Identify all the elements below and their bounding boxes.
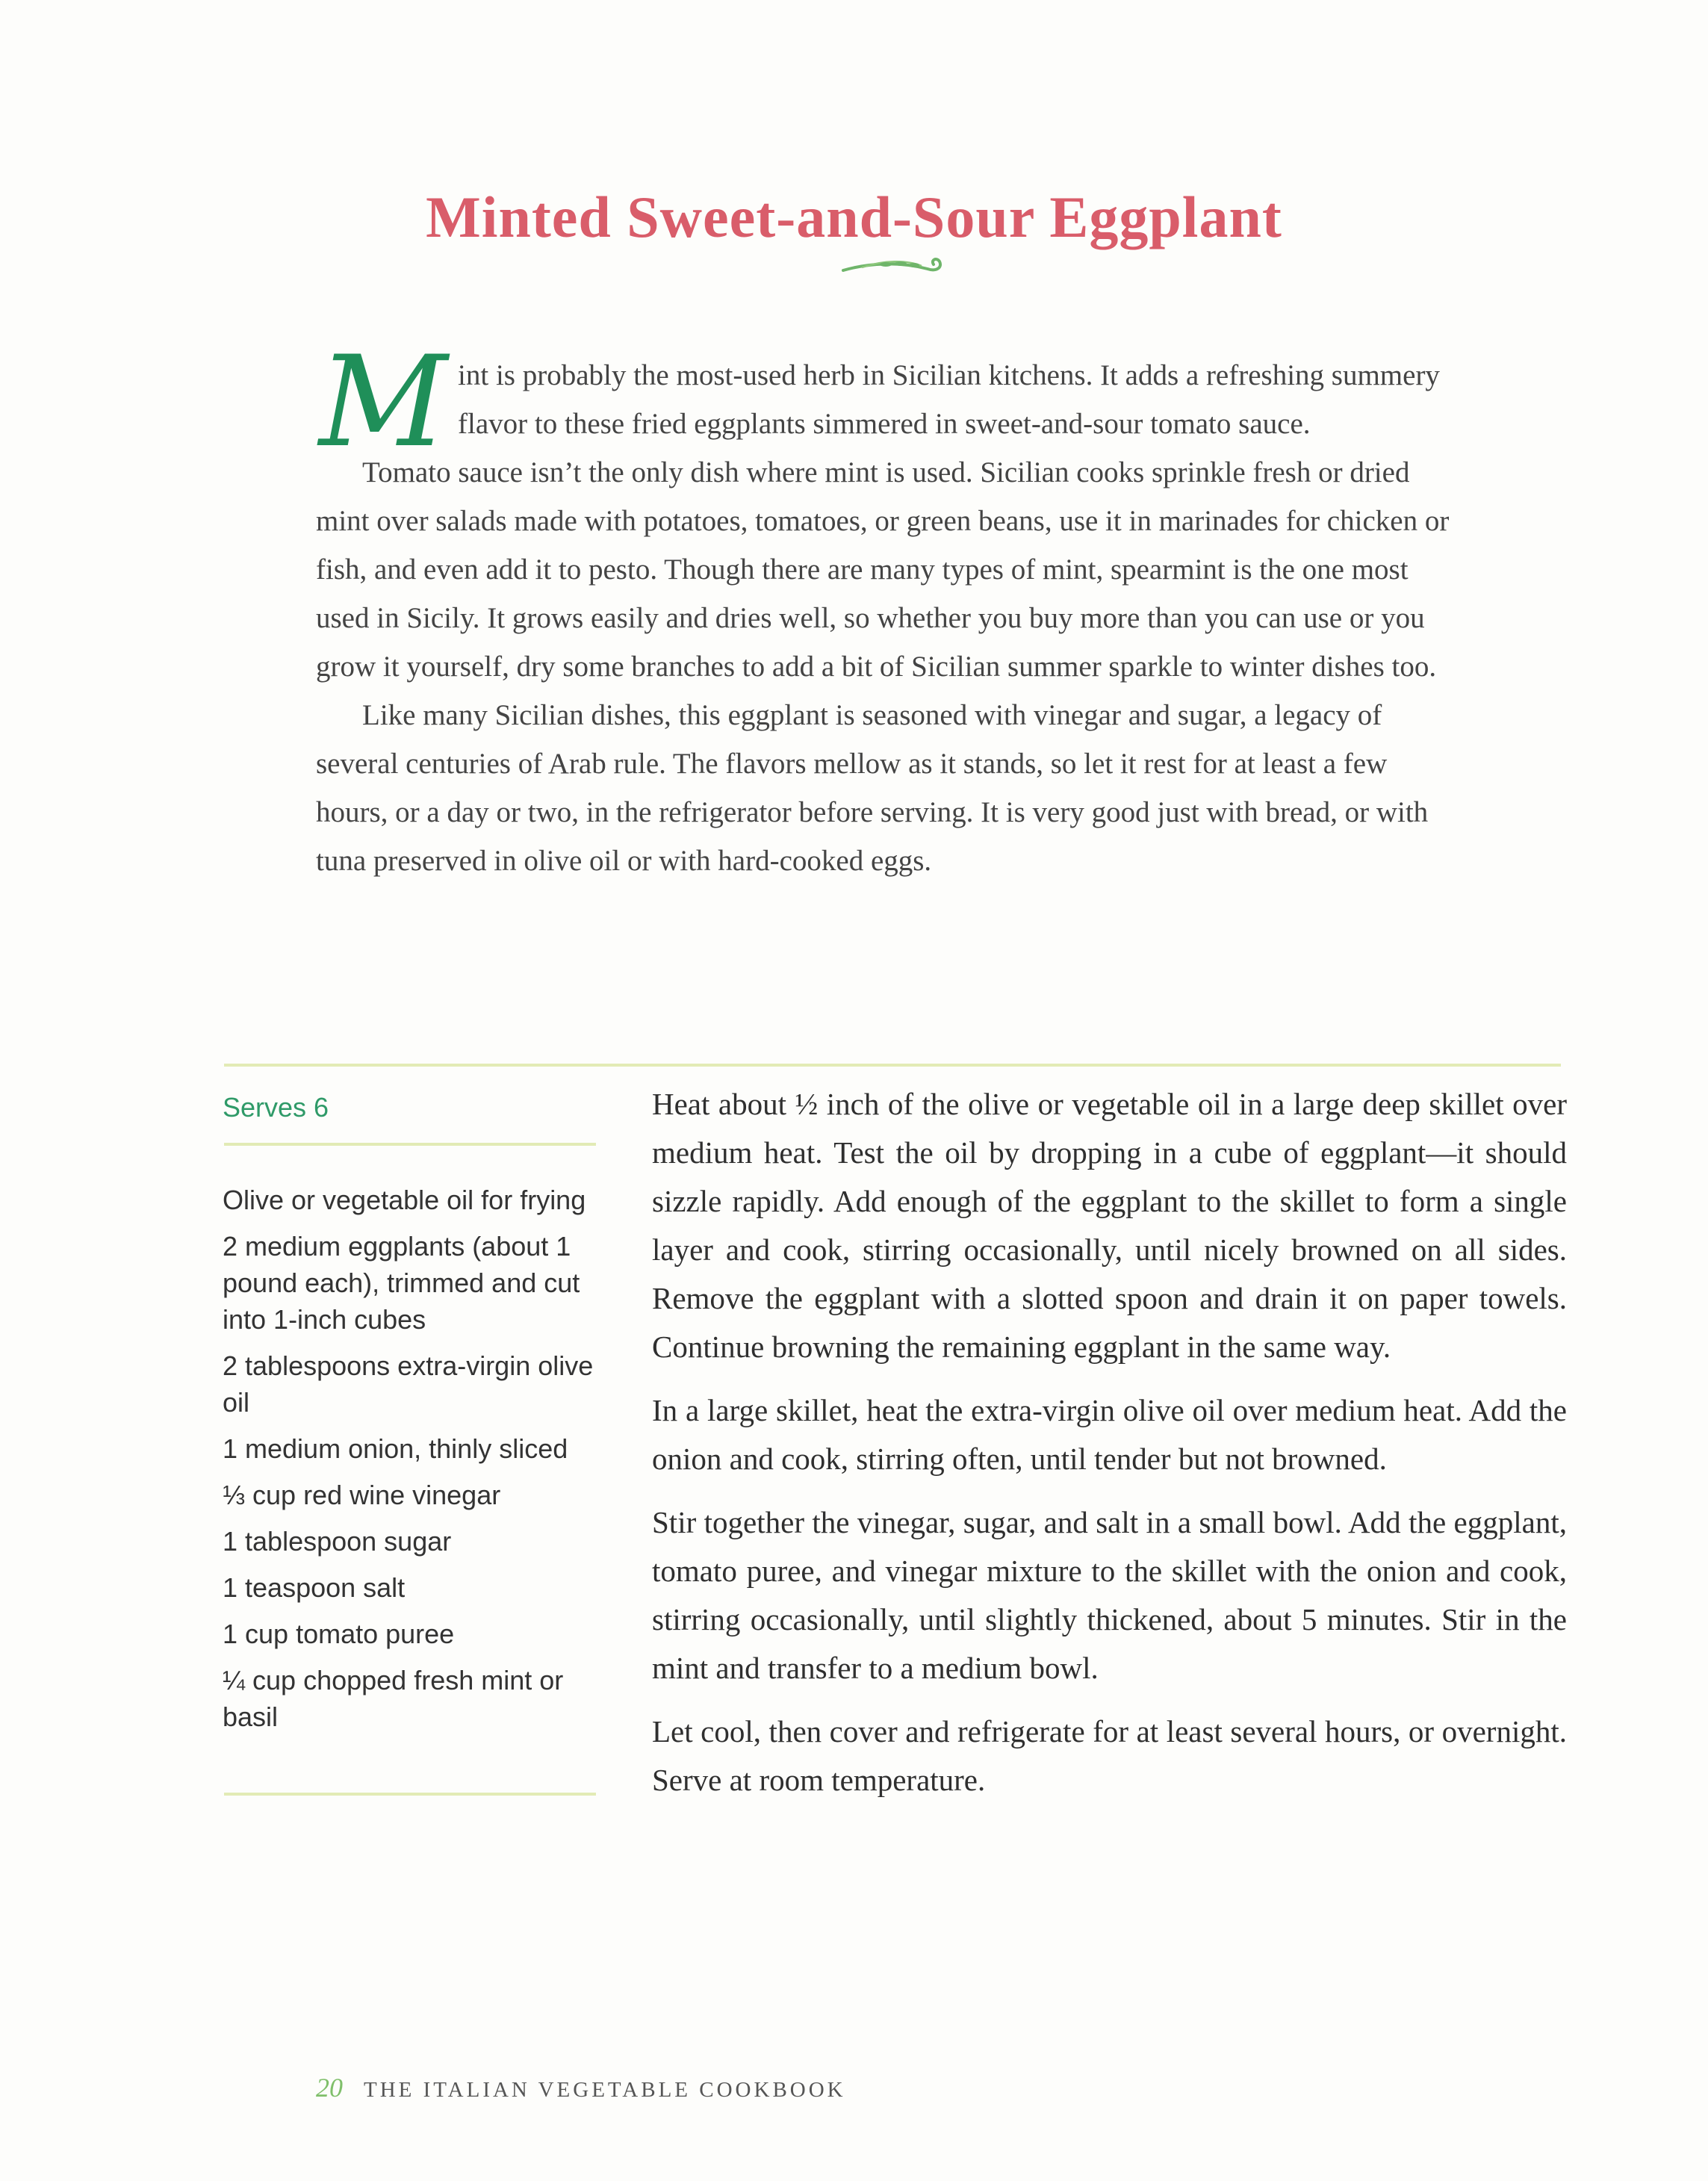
ingredient-item: 2 medium eggplants (about 1 pound each), trimmed and cut into 1-inch cubes (223, 1231, 580, 1335)
drop-cap: M (319, 329, 448, 475)
page-number: 20 (316, 2073, 343, 2103)
intro-paragraph-2: Tomato sauce isn’t the only dish where mint is used. Sicilian cooks sprinkle fresh or dried mint over salads made with potatoes, tomatoes, or green beans, use it in marinades for chicken or fish, and even add it to pesto. Though there are many types of mint, spearmint is the one most used in Sicily. It grows easily and dries well, so whether you buy more than you can use or you grow it yourself, dry some branches to add a bit of Sicilian summer sparkle to winter dishes too. (316, 456, 1450, 683)
intro-paragraph-1 (316, 329, 1466, 475)
ingredient-item: ⅓ cup red wine vinegar (223, 1480, 501, 1510)
direction-step: Let cool, then cover and refrigerate for at least several hours, or overnight. Serve at room temperature. (652, 1714, 1567, 1797)
ingredient-item: 1 cup tomato puree (223, 1619, 455, 1649)
intro-paragraph-1-text: int is probably the most-used herb in Sicilian kitchens. It adds a refreshing summery flavor to these fried eggplants simmered in sweet-and-sour tomato sauce. (458, 359, 1440, 440)
book-title: THE ITALIAN VEGETABLE COOKBOOK (364, 2078, 846, 2102)
recipe-title: Minted Sweet-and-Sour Eggplant (426, 184, 1282, 250)
ingredients-divider-bottom (224, 1793, 596, 1796)
serves-label: Serves 6 (223, 1092, 329, 1123)
section-divider (224, 1064, 1561, 1067)
direction-step: Stir together the vinegar, sugar, and salt in a small bowl. Add the eggplant, tomato puree, and vinegar mixture to the skillet with the onion and cook, stirring occasionally, until slightly thickened, about 5 minutes. Stir in the mint and transfer to a medium bowl. (652, 1505, 1567, 1685)
ingredient-item: 2 tablespoons extra-virgin olive oil (223, 1350, 594, 1418)
ingredients-divider-top (224, 1143, 596, 1146)
ingredient-item: 1 teaspoon salt (223, 1572, 406, 1603)
ingredient-item: ¼ cup chopped fresh mint or basil (223, 1665, 564, 1732)
vine-flourish-icon (839, 249, 951, 279)
directions (652, 1080, 1567, 1819)
direction-step: In a large skillet, heat the extra-virgin olive oil over medium heat. Add the onion and cook, stirring often, until tender but not browned. (652, 1393, 1567, 1476)
ingredient-item: 1 tablespoon sugar (223, 1526, 452, 1557)
intro-text (316, 329, 1466, 885)
direction-step: Heat about ½ inch of the olive or vegetable oil in a large deep skillet over medium heat. Test the oil by dropping in a cube of eggplant—it should sizzle rapidly. Add enough of the eggplant to the skillet to form a single layer and cook, stirring occasionally, until nicely browned on all sides. Remove the eggplant with a slotted spoon and drain it on paper towels. Continue browning the remaining eggplant in the same way. (652, 1087, 1567, 1364)
page-footer (316, 2072, 846, 2103)
ingredient-item: Olive or vegetable oil for frying (223, 1185, 586, 1215)
ingredient-item: 1 medium onion, thinly sliced (223, 1433, 568, 1464)
intro-paragraph-3: Like many Sicilian dishes, this eggplant is seasoned with vinegar and sugar, a legacy of several centuries of Arab rule. The flavors mellow as it stands, so let it rest for at least a few hours, or a day or two, in the refrigerator before serving. It is very good just with bread, or with tuna preserved in olive oil or with hard-cooked eggs. (316, 699, 1429, 877)
ingredients-list (223, 1182, 596, 1745)
